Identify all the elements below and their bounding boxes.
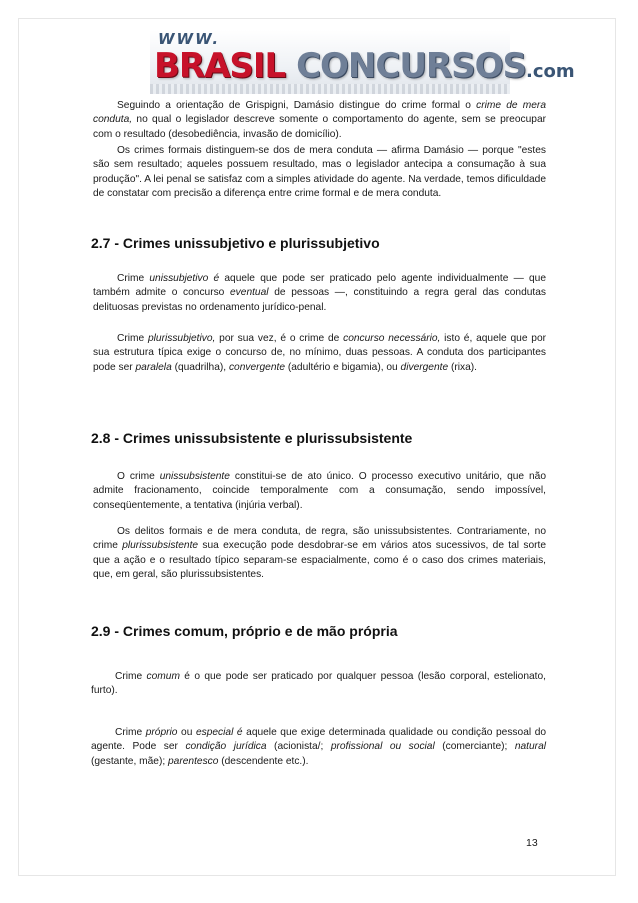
section-2-9-paragraph-2	[91, 726, 546, 769]
text-run: Seguindo a orientação de Grispigni, Damásio distingue do crime formal o	[117, 100, 477, 111]
text-run: (adultério e bigamia), ou	[285, 361, 401, 373]
emphasized-text: plurissubsistente	[122, 540, 199, 552]
text-run: ou	[177, 727, 196, 738]
text-run: é o que pode ser praticado por qualquer pessoa (lesão corporal, estelionato, furto).	[91, 671, 547, 697]
emphasized-text: condição jurídica	[185, 741, 267, 753]
text-run: (comerciante);	[434, 741, 515, 753]
section-heading-2-9: 2.9 - Crimes comum, próprio e de mão própria	[91, 623, 398, 639]
emphasized-text: crime de mera conduta,	[93, 100, 546, 126]
section-heading-2-8: 2.8 - Crimes unissubsistente e plurissubsistente	[91, 430, 413, 446]
text-run: Crime	[117, 273, 150, 284]
emphasized-text: natural	[514, 741, 546, 753]
text-run: no qual o legislador descreve somente o comportamento do agente, sem se preocupar com o resultado (desobediência, invasão de domicílio).	[93, 114, 546, 140]
emphasized-text: plurissubjetivo,	[147, 333, 216, 344]
text-run: (rixa).	[448, 361, 477, 373]
text-run: (descendente etc.).	[218, 755, 309, 767]
text-run: aquele que pode ser praticado pelo agente individualmente — que também admite o concurso	[93, 273, 547, 299]
section-2-7-paragraph-1	[93, 272, 546, 315]
text-run: Os delitos formais e de mera conduta, de regra, são unissubsistentes. Contrariamente, no crime	[93, 526, 546, 552]
emphasized-text: comum	[146, 671, 180, 682]
section-2-8-paragraph-2	[93, 525, 546, 583]
emphasized-text: parentesco	[168, 755, 219, 767]
text-run: por sua vez, é o crime de	[215, 333, 344, 344]
logo-brand-text	[154, 46, 575, 86]
logo-brasil-text: BRASIL	[154, 46, 286, 86]
emphasized-text: eventual	[230, 287, 269, 299]
page-number: 13	[526, 837, 538, 849]
text-run: Crime	[117, 333, 148, 344]
emphasized-text: unissubsistente	[159, 471, 230, 482]
logo-www-text: WWW.	[158, 30, 221, 48]
logo-com-text: .com	[526, 61, 575, 82]
emphasized-text: paralela	[135, 361, 172, 373]
text-run: (acionista/;	[266, 741, 331, 753]
text-run: constitui-se de ato único. O processo executivo unitário, que não admite fracionamento, coincide temporalmente com a consumação, sendo impossível, conseqüentemente, a tentativa (injúria verbal).	[93, 471, 546, 511]
emphasized-text: divergente	[400, 361, 449, 373]
emphasized-text: próprio	[145, 727, 178, 738]
emphasized-text: especial é	[195, 727, 243, 738]
emphasized-text: unissubjetivo é	[149, 273, 220, 284]
text-run: aquele que exige determinada qualidade ou condição pessoal do agente. Pode ser	[91, 727, 547, 753]
text-run: (gestante, mãe);	[91, 755, 169, 767]
emphasized-text: profissional ou social	[330, 741, 435, 753]
text-run: sua execução pode desdobrar-se em vários atos sucessivos, de tal sorte que a ação e o resultado típico separam-se espacialmente, como é o caso dos crimes materiais, que, em geral, são plurissubsistentes.	[93, 540, 546, 581]
logo-concursos-text: CONCURSOS	[296, 46, 526, 86]
intro-paragraph-1	[93, 99, 546, 142]
text-run: de pessoas —, constituindo a regra geral das condutas delituosas previstas no ordenamento jurídico-penal.	[93, 287, 547, 313]
section-heading-2-7: 2.7 - Crimes unissubjetivo e plurissubjetivo	[91, 235, 380, 251]
text-run: Crime	[115, 727, 146, 738]
text-run: (quadrilha),	[171, 361, 229, 373]
section-2-8-paragraph-1	[93, 470, 546, 513]
intro-paragraph-2	[93, 144, 546, 202]
section-2-7-paragraph-2	[93, 332, 546, 375]
text-run: Os crimes formais distinguem-se dos de mera conduta — afirma Damásio — porque "estes são sem resultado; aqueles possuem resultado, mas o legislador antecipa a consumação à sua produção". A lei penal se satisfaz com a simples atividade do agente. Na verdade, temos dificuldade de constatar com precisão a diferença entre crime formal e de mera conduta.	[93, 145, 546, 200]
section-2-9-paragraph-1	[91, 670, 546, 699]
emphasized-text: concurso necessário,	[343, 333, 441, 344]
text-run: O crime	[117, 471, 160, 482]
brasil-concursos-logo	[150, 30, 575, 100]
text-run: Crime	[115, 671, 147, 682]
text-run: isto é, aquele que por sua estrutura típica exige o concurso de, no mínimo, duas pessoas. A conduta dos participantes pode ser	[93, 333, 546, 373]
emphasized-text: convergente	[228, 361, 286, 373]
